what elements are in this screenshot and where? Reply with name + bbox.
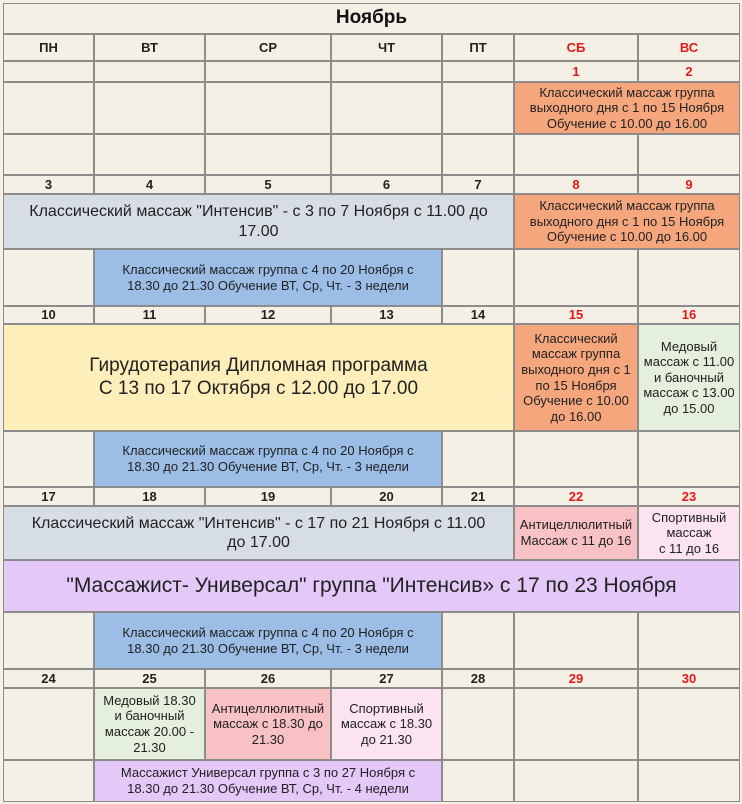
date-cell: 25: [94, 669, 205, 688]
weekday-7: ВС: [638, 34, 740, 61]
empty-cell: [3, 688, 94, 760]
empty-cell: [442, 134, 514, 175]
date-cell: 1: [514, 61, 638, 82]
date-cell: 3: [3, 175, 94, 194]
date-cell: 28: [442, 669, 514, 688]
weekday-5: ПТ: [442, 34, 514, 61]
empty-cell: [3, 134, 94, 175]
date-cell: 26: [205, 669, 331, 688]
empty-cell: [638, 688, 740, 760]
date-cell: [442, 61, 514, 82]
date-cell: [331, 61, 442, 82]
event-evening-group: Классический массаж группа с 4 по 20 Ноября с 18.30 до 21.30 Обучение ВТ, Ср, Чт. - 3 недели: [94, 249, 442, 306]
event-honey-massage: Медовый массаж с 11.00 и баночный массаж с 13.00 до 15.00: [638, 324, 740, 431]
event-anticellulite: Антицеллюлитный массаж с 18.30 до 21.30: [205, 688, 331, 760]
weekday-4: ЧТ: [331, 34, 442, 61]
date-cell: 27: [331, 669, 442, 688]
date-cell: 19: [205, 487, 331, 506]
event-hirudotherapy: Гирудотерапия Дипломная программа С 13 по 17 Октября с 12.00 до 17.00: [3, 324, 514, 431]
date-cell: 4: [94, 175, 205, 194]
empty-cell: [638, 431, 740, 487]
date-cell: 8: [514, 175, 638, 194]
event-evening-group: Классический массаж группа с 4 по 20 Ноября с 18.30 до 21.30 Обучение ВТ, Ср, Чт. - 3 недели: [94, 612, 442, 669]
date-cell: [94, 61, 205, 82]
empty-cell: [442, 612, 514, 669]
date-cell: 10: [3, 306, 94, 324]
empty-cell: [3, 249, 94, 306]
empty-cell: [514, 612, 638, 669]
empty-cell: [638, 612, 740, 669]
event-weekend-group: Классический массаж группа выходного дня с 1 по 15 Ноября Обучение с 10.00 до 16.00: [514, 194, 740, 249]
empty-cell: [94, 134, 205, 175]
date-cell: 24: [3, 669, 94, 688]
date-cell: 20: [331, 487, 442, 506]
empty-cell: [331, 82, 442, 134]
date-cell: 15: [514, 306, 638, 324]
empty-cell: [514, 134, 638, 175]
date-cell: 18: [94, 487, 205, 506]
event-universal-evening: Массажист Универсал группа с 3 по 27 Ноября с 18.30 до 21.30 Обучение ВТ, Ср, Чт. - 4 недели: [94, 760, 442, 802]
empty-cell: [514, 431, 638, 487]
event-sport-massage: Спортивный массаж с 18.30 до 21.30: [331, 688, 442, 760]
empty-cell: [3, 82, 94, 134]
date-cell: 9: [638, 175, 740, 194]
date-cell: 23: [638, 487, 740, 506]
empty-cell: [94, 82, 205, 134]
date-cell: 30: [638, 669, 740, 688]
empty-cell: [205, 134, 331, 175]
empty-cell: [205, 82, 331, 134]
empty-cell: [514, 760, 638, 802]
empty-cell: [442, 688, 514, 760]
empty-cell: [638, 134, 740, 175]
date-cell: 16: [638, 306, 740, 324]
event-evening-group: Классический массаж группа с 4 по 20 Ноября с 18.30 до 21.30 Обучение ВТ, Ср, Чт. - 3 недели: [94, 431, 442, 487]
empty-cell: [638, 249, 740, 306]
date-cell: 12: [205, 306, 331, 324]
weekday-2: ВТ: [94, 34, 205, 61]
date-cell: 13: [331, 306, 442, 324]
date-cell: 6: [331, 175, 442, 194]
empty-cell: [442, 431, 514, 487]
date-cell: 11: [94, 306, 205, 324]
event-weekend-group: Классический массаж группа выходного дня с 1 по 15 Ноября Обучение с 10.00 до 16.00: [514, 82, 740, 134]
weekday-1: ПН: [3, 34, 94, 61]
empty-cell: [514, 249, 638, 306]
month-title: Ноябрь: [3, 3, 740, 34]
date-cell: 22: [514, 487, 638, 506]
date-cell: 14: [442, 306, 514, 324]
empty-cell: [638, 760, 740, 802]
date-cell: [3, 61, 94, 82]
event-intensive-1: Классический массаж "Интенсив" - с 3 по 7 Ноября с 11.00 до 17.00: [3, 194, 514, 249]
event-sport-massage: Спортивный массаж с 11 до 16: [638, 506, 740, 560]
event-weekend-group: Классический массаж группа выходного дня с 1 по 15 Ноября Обучение с 10.00 до 16.00: [514, 324, 638, 431]
empty-cell: [3, 612, 94, 669]
date-cell: [205, 61, 331, 82]
empty-cell: [514, 688, 638, 760]
date-cell: 2: [638, 61, 740, 82]
event-honey-massage: Медовый 18.30 и баночный массаж 20.00 - 21.30: [94, 688, 205, 760]
date-cell: 7: [442, 175, 514, 194]
event-intensive-2: Классический массаж "Интенсив" - с 17 по 21 Ноября с 11.00 до 17.00: [3, 506, 514, 560]
weekday-6: СБ: [514, 34, 638, 61]
empty-cell: [331, 134, 442, 175]
event-anticellulite: Антицеллюлитный Массаж с 11 до 16: [514, 506, 638, 560]
date-cell: 29: [514, 669, 638, 688]
weekday-3: СР: [205, 34, 331, 61]
date-cell: 5: [205, 175, 331, 194]
empty-cell: [3, 431, 94, 487]
empty-cell: [442, 249, 514, 306]
empty-cell: [442, 760, 514, 802]
event-universal-intensive: "Массажист- Универсал" группа "Интенсив» с 17 по 23 Ноября: [3, 560, 740, 612]
empty-cell: [442, 82, 514, 134]
date-cell: 21: [442, 487, 514, 506]
empty-cell: [3, 760, 94, 802]
date-cell: 17: [3, 487, 94, 506]
